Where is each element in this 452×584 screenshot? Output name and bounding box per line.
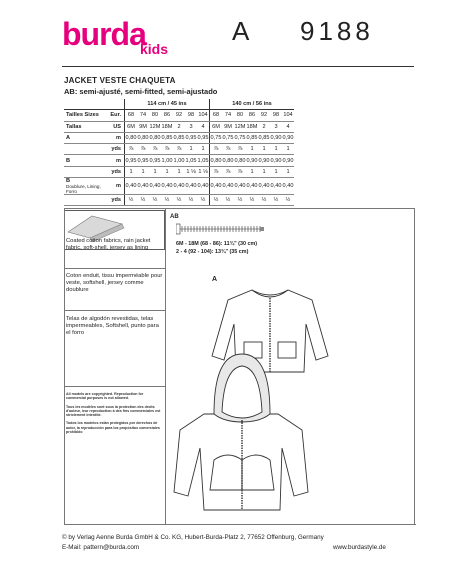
fabric-suggestion-fr: Coton enduit, tissu imperméable pour veste, softshell, jersey comme doublure	[66, 273, 163, 293]
table-cell: 1	[125, 166, 138, 177]
table-cell: 1	[282, 144, 294, 155]
table-cell: 0,40	[197, 178, 210, 195]
table-cell: 1	[149, 166, 161, 177]
table-cell: 1	[258, 166, 270, 177]
copyright-notes	[66, 392, 162, 438]
table-group-header	[64, 99, 294, 110]
table-cell: 0,40	[270, 178, 282, 195]
table-cell: ½	[282, 195, 294, 206]
table-cell: 1	[270, 144, 282, 155]
table-cell: 0,90	[282, 155, 294, 166]
table-cell: 0,95	[197, 132, 210, 143]
table-cell: ½	[234, 195, 246, 206]
table-cell: ⅞	[222, 166, 234, 177]
table-cell: 0,90	[270, 132, 282, 143]
table-cell: 0,40	[185, 178, 197, 195]
view-letter: A	[232, 16, 250, 46]
divider	[64, 310, 165, 311]
table-cell: 1	[246, 166, 258, 177]
table-cell: 0,85	[161, 132, 173, 143]
row-label: B	[64, 155, 109, 166]
table-cell: 0,80	[137, 132, 149, 143]
table-cell: ½	[173, 195, 185, 206]
table-cell: 0,40	[161, 178, 173, 195]
table-cell: ⅞	[149, 144, 161, 155]
garment-title: JACKET VESTE CHAQUETA	[64, 76, 176, 85]
table-cell: ⅞	[234, 166, 246, 177]
table-row: yds ½ ½ ½ ½ ½ ½ ½ ½ ½ ½ ½ ½ ½ ½	[64, 195, 294, 206]
row-label: A	[64, 132, 109, 143]
table-cell: 0,90	[282, 132, 294, 143]
table-cell: 0,40	[137, 178, 149, 195]
table-cell: 0,90	[270, 155, 282, 166]
copyright-note-es: Todos los modelos están protegidos por derechos de autor, la reproducción para los propósitos comerciales prohibido	[66, 421, 160, 435]
copyright-note-en: All models are copyrighted. Reproduction for commercial purposes is not allowed.	[66, 392, 144, 401]
website-link[interactable]: www.burdastyle.de	[333, 544, 386, 551]
pattern-number: 9188	[300, 16, 374, 46]
row-label	[64, 144, 109, 155]
table-cell: 1,05	[185, 155, 197, 166]
table-cell: 0,80	[125, 132, 138, 143]
copyright-note-fr: Tous les modèles sont sous la protection des droits d'auteur, leur reproduction à des fins commerciales est strictement interdite.	[66, 404, 161, 418]
row-label	[64, 195, 109, 206]
table-row: B Doublure, Lining, Forro m 0,40 0,40 0,40 0,40 0,40 0,40 0,40 0,40 0,40 0,40 0,40 0,40 0,40 0,40	[66, 178, 294, 195]
table-cell: ½	[258, 195, 270, 206]
table-cell: ½	[246, 195, 258, 206]
table-cell: ½	[210, 195, 223, 206]
table-cell: 0,90	[258, 155, 270, 166]
fabric-width-1: 114 cm / 45 ins	[125, 99, 210, 110]
divider	[64, 268, 165, 269]
table-cell: 0,95	[137, 155, 149, 166]
fabric-suggestion-es: Telas de algodón revestidas, telas impermeables, Softshell, punto para el forro	[66, 316, 159, 336]
table-row-us: Tallas US 6M 9M 12M 18M 2 3 4 6M 9M 12M 18M 2 3 4	[64, 121, 294, 132]
zipper-length-1: 6M - 18M (68 - 86): 11¾" (30 cm)	[176, 241, 258, 247]
table-cell: 0,95	[125, 155, 138, 166]
table-cell: 0,80	[222, 155, 234, 166]
table-cell: 1,00	[173, 155, 185, 166]
table-cell: ⅞	[222, 144, 234, 155]
hooded-jacket-view-b-illustration	[170, 350, 320, 516]
publisher-address: © by Verlag Aenne Burda GmbH & Co. KG, Hubert-Burda-Platz 2, 77652 Offenburg, Germany	[62, 534, 324, 541]
table-body	[64, 132, 294, 205]
table-cell: 0,75	[234, 132, 246, 143]
table-cell: ⅞	[137, 144, 149, 155]
table-cell: ⅞	[210, 144, 223, 155]
table-cell: 0,40	[173, 178, 185, 195]
table-cell: 1	[246, 144, 258, 155]
header-divider	[62, 66, 414, 67]
table-cell: 1,05	[197, 155, 210, 166]
table-cell: 0,95	[149, 155, 161, 166]
zipper-icon	[176, 222, 264, 236]
table-cell: 0,95	[185, 132, 197, 143]
table-row: yds 1 1 1 1 1 1 ⅛ 1 ⅛ ⅞ ⅞ ⅞ 1 1 1 1	[64, 166, 294, 177]
table-cell: 0,75	[210, 132, 223, 143]
yardage-table	[64, 99, 294, 206]
table-cell: ½	[197, 195, 210, 206]
table-cell: 0,40	[246, 178, 258, 195]
table-cell: ½	[270, 195, 282, 206]
table-cell: 0,80	[234, 155, 246, 166]
fit-description: AB: semi-ajusté, semi-fitted, semi-ajustado	[64, 87, 218, 96]
row-label: B Doublure, Lining, Forro	[64, 178, 109, 195]
table-cell: 0,75	[222, 132, 234, 143]
table-cell: ½	[222, 195, 234, 206]
column-divider	[165, 208, 166, 524]
table-cell: 0,40	[258, 178, 270, 195]
table-cell: ⅞	[173, 144, 185, 155]
table-row: B m 0,95 0,95 0,95 1,00 1,00 1,05 1,05 0,80 0,80 0,80 0,90 0,90 0,90 0,90	[64, 155, 294, 166]
brand-logo-sub: kids	[140, 41, 169, 57]
table-cell: 1	[137, 166, 149, 177]
table-cell: ⅞	[234, 144, 246, 155]
table-cell: 1,00	[161, 155, 173, 166]
table-cell: 1	[282, 166, 294, 177]
table-cell: ½	[149, 195, 161, 206]
table-cell: 1	[185, 144, 197, 155]
table-cell: ½	[185, 195, 197, 206]
left-border	[64, 208, 65, 524]
table-cell: ⅞	[161, 144, 173, 155]
table-cell: 1 ⅛	[197, 166, 210, 177]
table-cell: 1	[173, 166, 185, 177]
table-cell: 0,85	[258, 132, 270, 143]
fabric-width-2: 140 cm / 56 ins	[210, 99, 295, 110]
fabric-suggestion-en: Coated cotton fabrics, rain jacket fabric, soft-shell, jersey as lining	[66, 238, 151, 251]
table-cell: 0,90	[246, 155, 258, 166]
table-row: A m 0,80 0,80 0,80 0,85 0,85 0,95 0,95 0,75 0,75 0,75 0,85 0,85 0,90 0,90	[64, 132, 294, 143]
table-cell: 0,85	[173, 132, 185, 143]
table-cell: 0,80	[210, 155, 223, 166]
table-cell: 1	[258, 144, 270, 155]
top-border	[64, 208, 414, 209]
brand-logo: burda	[62, 16, 146, 52]
right-border	[414, 208, 415, 524]
table-cell: 0,80	[149, 132, 161, 143]
zipper-length-2: 2 - 4 (92 - 104): 13¾" (35 cm)	[176, 249, 249, 255]
table-cell: 0,40	[282, 178, 294, 195]
table-cell: 0,40	[222, 178, 234, 195]
table-cell: 1 ⅛	[185, 166, 197, 177]
table-cell: ½	[137, 195, 149, 206]
table-cell: 0,40	[125, 178, 138, 195]
contact-email[interactable]: E-Mail: pattern@burda.com	[62, 544, 140, 551]
table-cell: 0,40	[234, 178, 246, 195]
table-cell: 1	[270, 166, 282, 177]
table-cell: ½	[125, 195, 138, 206]
table-cell: 0,40	[149, 178, 161, 195]
table-cell: 1	[197, 144, 210, 155]
table-cell: ⅞	[210, 166, 223, 177]
row-label	[64, 166, 109, 177]
view-a-label: A	[212, 276, 218, 283]
notions-view-label: AB	[170, 214, 179, 220]
table-cell: ⅞	[125, 144, 138, 155]
divider	[64, 386, 165, 387]
table-cell: 1	[161, 166, 173, 177]
table-row: yds ⅞ ⅞ ⅞ ⅞ ⅞ 1 1 ⅞ ⅞ ⅞ 1 1 1 1	[64, 144, 294, 155]
table-row-eur: Tailles Sizes Eur. 68 74 80 86 92 98 104 68 74 80 86 92 98 104	[64, 110, 294, 121]
footer-divider	[64, 524, 416, 525]
table-cell: ½	[161, 195, 173, 206]
table-cell: 0,85	[246, 132, 258, 143]
table-cell: 0,40	[210, 178, 223, 195]
